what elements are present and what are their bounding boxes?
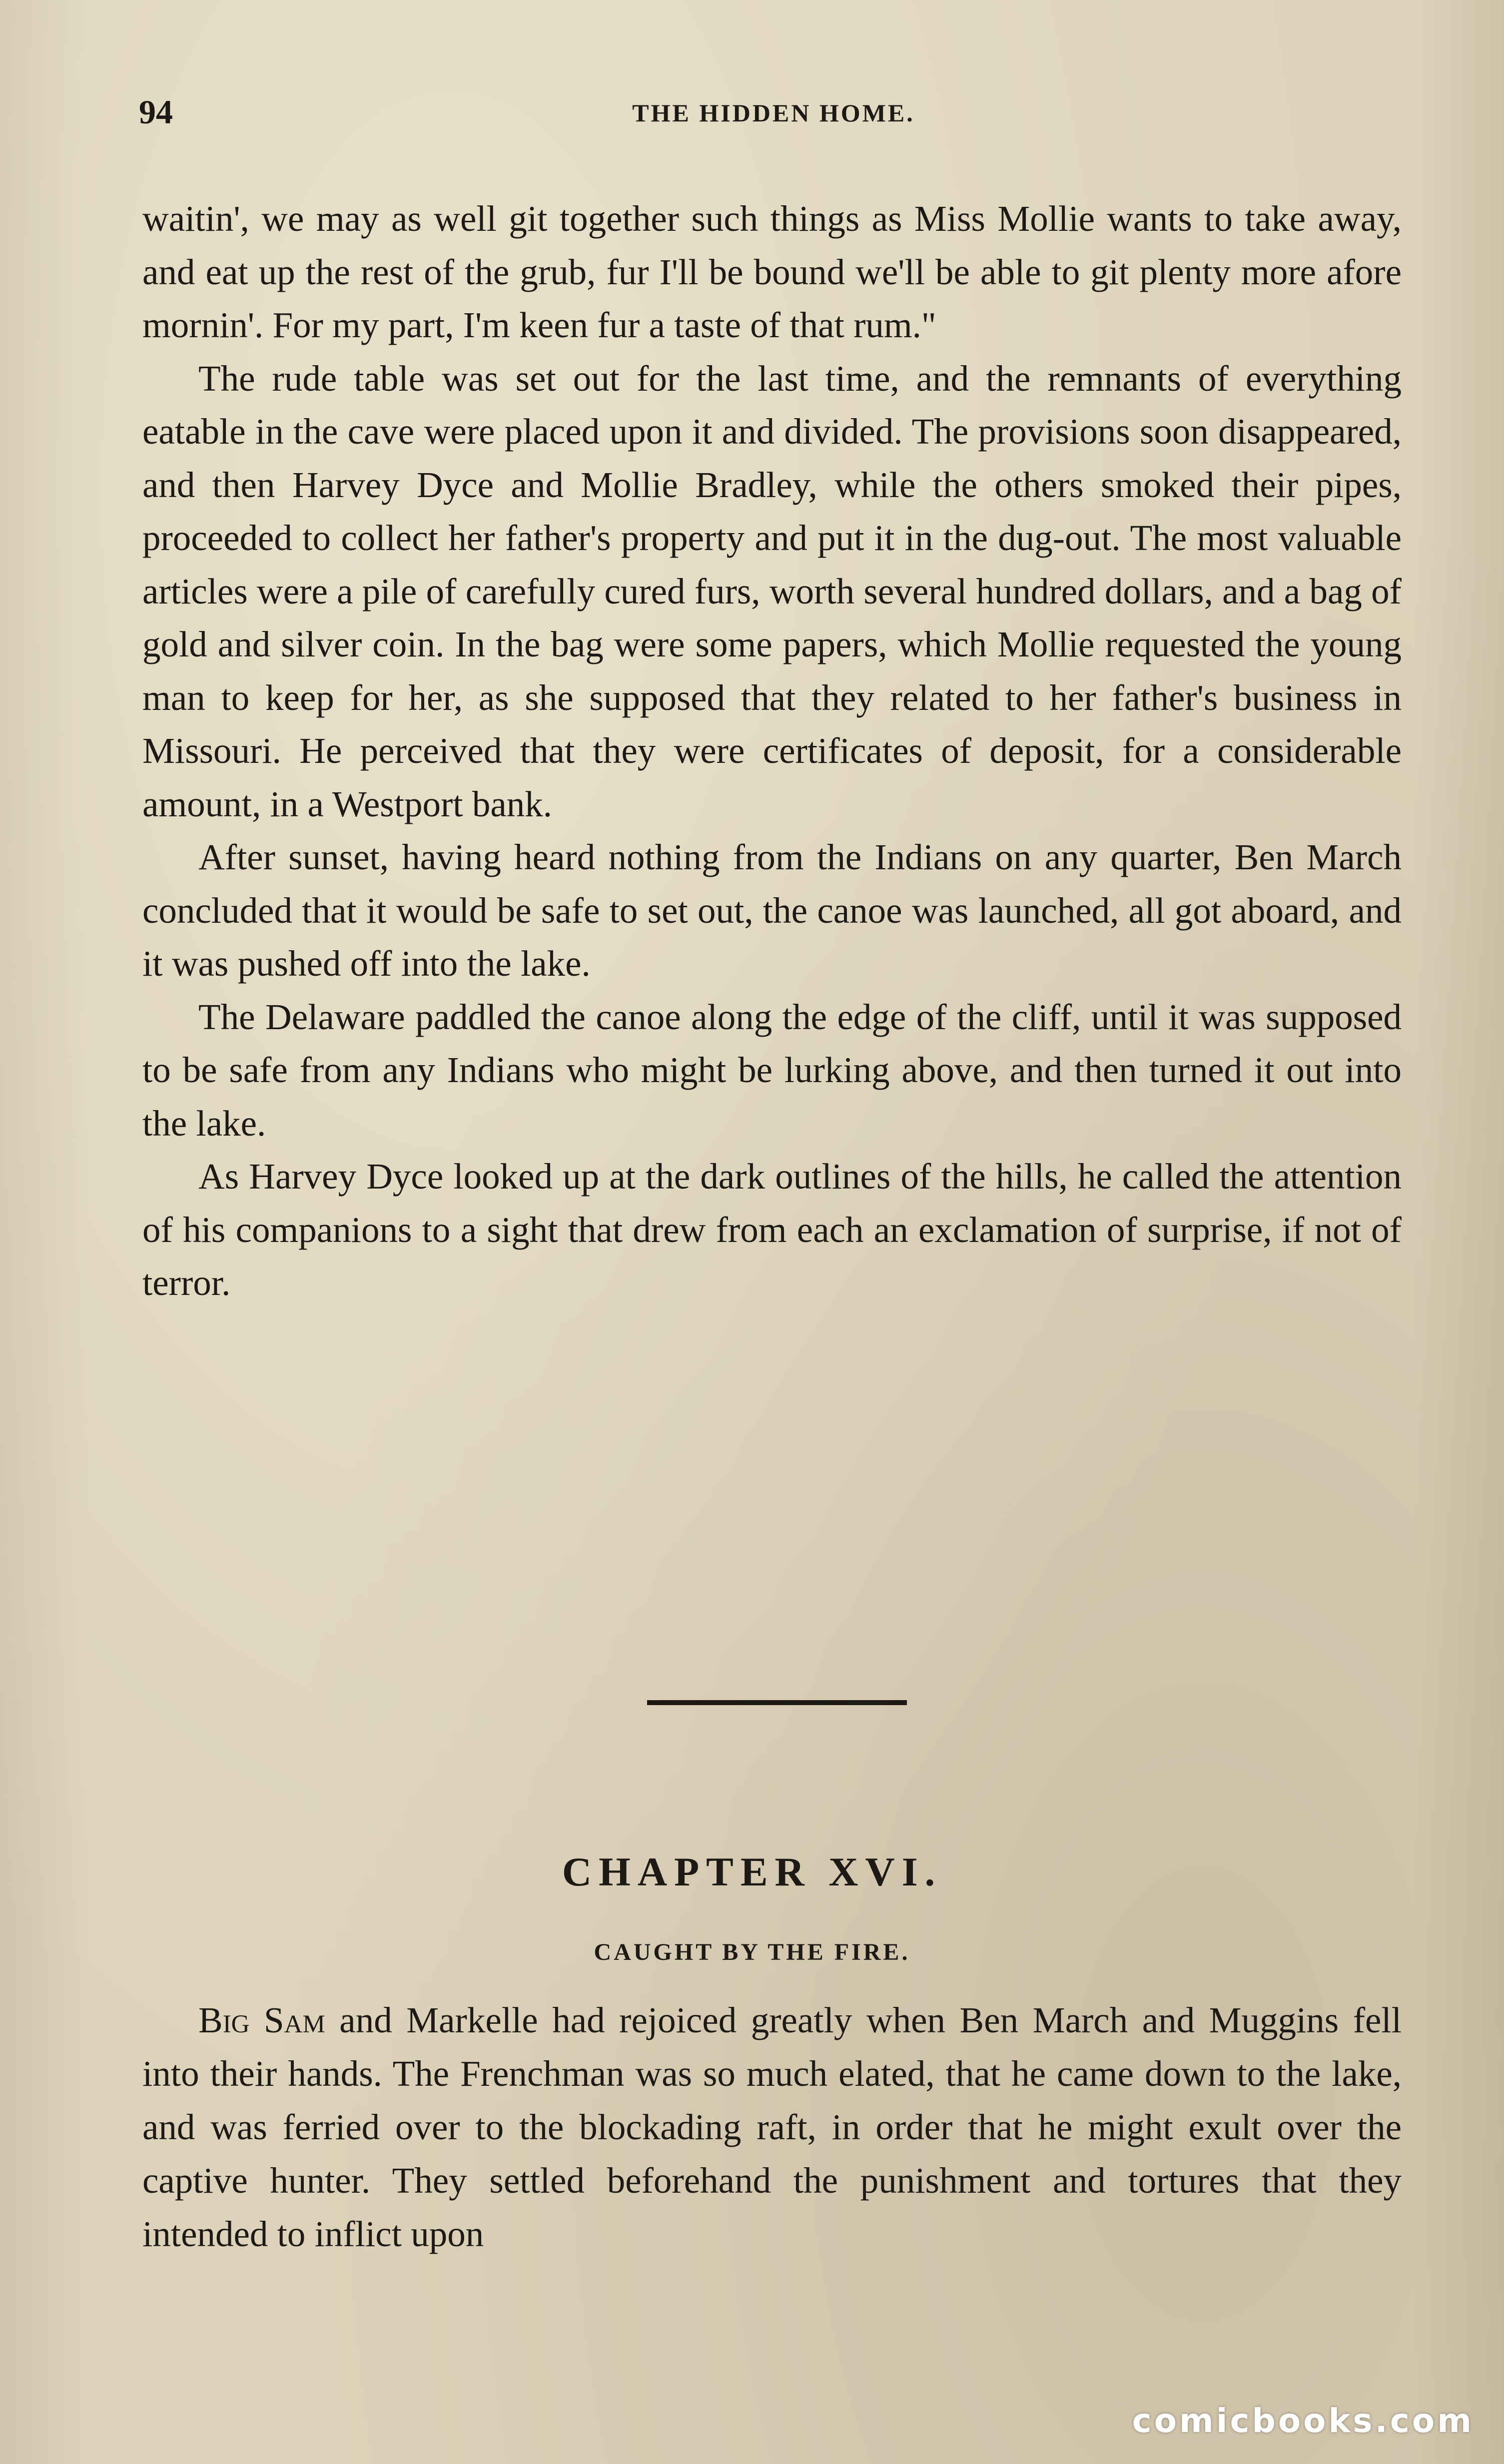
opening-text: and Markelle had rejoiced greatly when Ben March and Muggins fell into their hands. The Frenchman was so much elated, that he came down to the lake, and was ferried over to the blockading raft, in order that he might exult over the captive hunter. They settled beforehand the punishment and tortures that they intended to inflict upon	[142, 2000, 1402, 2254]
running-head: THE HIDDEN HOME.	[632, 99, 915, 127]
paragraph: The rude table was set out for the last time, and the remnants of everything eatable in the cave were placed upon it and divided. The provisions soon disappeared, and then Harvey Dyce and Mollie Bradley, while the others smoked their pipes, proceeded to collect her father's property and put it in the dug-out. The most valuable articles were a pile of carefully cured furs, worth several hundred dollars, and a bag of gold and silver coin. In the bag were some papers, which Mollie requested the young man to keep for her, as she supposed that they related to her father's business in Missouri. He perceived that they were certificates of deposit, for a considerable amount, in a Westport bank.	[142, 358, 1402, 824]
paragraph: As Harvey Dyce looked up at the dark outlines of the hills, he called the attention of his companions to a sight that drew from each an exclamation of surprise, if not of terror.	[142, 1156, 1402, 1303]
chapter-title: CHAPTER XVI.	[562, 1849, 942, 1894]
paragraph: After sunset, having heard nothing from the Indians on any quarter, Ben March concluded that it would be safe to set out, the canoe was launched, all got aboard, and it was pushed off into the lake.	[142, 837, 1402, 984]
chapter-text	[142, 1993, 1402, 2261]
body-text	[142, 192, 1402, 1310]
page-number: 94	[139, 93, 173, 131]
page-header	[139, 92, 1408, 137]
paragraph: waitin', we may as well git together such things as Miss Mollie wants to take away, and eat up the rest of the grub, fur I'll be bound we'll be able to git plenty more afore mornin'. For my part, I'm keen fur a taste of that rum."	[142, 198, 1402, 345]
opening-words: Big Sam	[198, 2000, 325, 2040]
watermark-logo: comicbooks.com	[1132, 2402, 1474, 2440]
chapter-subtitle: CAUGHT BY THE FIRE.	[594, 1939, 910, 1965]
section-divider	[647, 1700, 907, 1705]
chapter-opening-paragraph	[142, 1993, 1402, 2261]
paragraph: The Delaware paddled the canoe along the edge of the cliff, until it was supposed to be safe from any Indians who might be lurking above, and then turned it out into the lake.	[142, 996, 1402, 1144]
